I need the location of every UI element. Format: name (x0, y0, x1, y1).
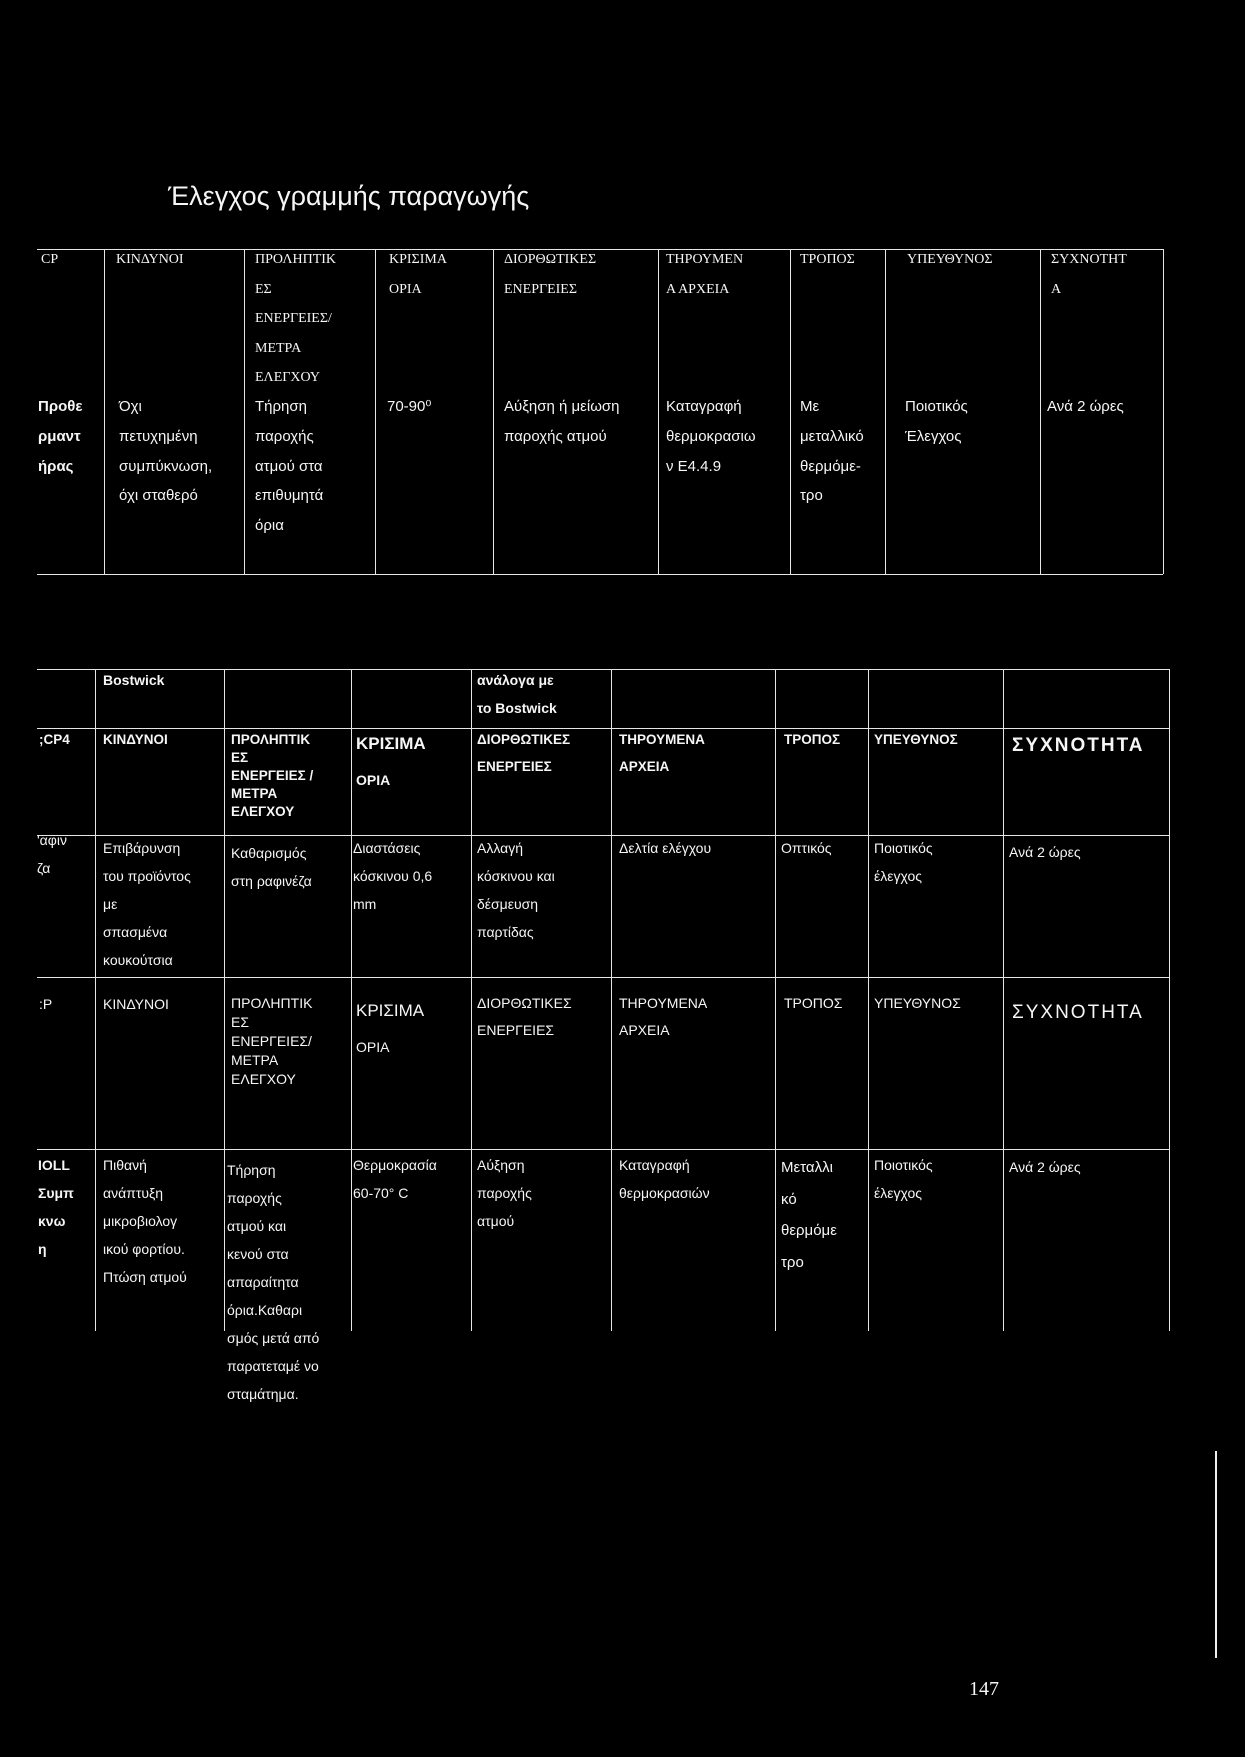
t1-cell-critical-limit: 70-90⁰ (387, 398, 432, 415)
table-rule (37, 1149, 1169, 1150)
t1-header-hazards: ΚΙΝΔΥΝΟΙ (116, 252, 184, 267)
t1-header-corrective-actions: ΔΙΟΡΘΩΤΙΚΕΣ ΕΝΕΡΓΕΙΕΣ (504, 252, 597, 297)
t2b-header-responsible: ΥΠΕΥΘΥΝΟΣ (874, 995, 961, 1011)
t2b-header-corrective-actions: ΔΙΟΡΘΩΤΙΚΕΣ ΕΝΕΡΓΕΙΕΣ (477, 995, 572, 1038)
t1-cell-responsible: Ποιοτικός Έλεγχος (905, 398, 968, 445)
table-rule (244, 249, 245, 574)
table-rule (95, 669, 96, 1331)
t2a-header-critical-limits: ΚΡΙΣΙΜΑ ΟΡΙΑ (356, 734, 426, 788)
t2a-header-ccp: ;CP4 (39, 732, 70, 747)
t1-header-records: ΤΗΡΟΥΜΕΝ Α ΑΡΧΕΙΑ (666, 252, 744, 297)
table-rule (37, 669, 1169, 670)
t2a-header-method: ΤΡΟΠΟΣ (784, 732, 841, 747)
t2-carryover-corrective-action: ανάλογα με το Bostwick (477, 672, 557, 716)
t2a-cell-hazard: Επιβάρυνση του προϊόντος με σπασμένα κουκούτσια (103, 840, 191, 968)
t2a-header-preventive-measures: ΠΡΟΛΗΠΤΙΚ ΕΣ ΕΝΕΡΓΕΙΕΣ / ΜΕΤΡΑ ΕΛΕΓΧΟΥ (231, 732, 314, 819)
t1-header-preventive-measures: ΠΡΟΛΗΠΤΙΚ ΕΣ ΕΝΕΡΓΕΙΕΣ/ ΜΕΤΡΑ ΕΛΕΓΧΟΥ (255, 252, 337, 385)
table-rule (37, 249, 1163, 250)
t2b-header-critical-limits: ΚΡΙΣΙΜΑ ΟΡΙΑ (356, 1001, 425, 1055)
t1-header-responsible: ΥΠΕΥΘΥΝΟΣ (907, 252, 993, 267)
t2b-header-hazards: ΚΙΝΔΥΝΟΙ (103, 996, 169, 1012)
table-rule (790, 249, 791, 574)
t2b-header-frequency: ΣΥΧΝΟΤΗΤΑ (1012, 1002, 1144, 1023)
t1-header-frequency: ΣΥΧΝΟΤΗΤ Α (1051, 252, 1127, 297)
t2a-cell-records: Δελτία ελέγχου (619, 840, 712, 856)
t2a-header-corrective-actions: ΔΙΟΡΘΩΤΙΚΕΣ ΕΝΕΡΓΕΙΕΣ (477, 732, 571, 774)
t2b-header-preventive-measures: ΠΡΟΛΗΠΤΙΚ ΕΣ ΕΝΕΡΓΕΙΕΣ/ ΜΕΤΡΑ ΕΛΕΓΧΟΥ (231, 995, 313, 1087)
table-rule (1040, 249, 1041, 574)
table-rule (658, 249, 659, 574)
t2b-cell-frequency: Ανά 2 ώρες (1009, 1159, 1081, 1175)
t2a-cell-frequency: Ανά 2 ώρες (1009, 844, 1081, 860)
table-rule (37, 835, 1169, 836)
t2b-cell-records: Καταγραφή θερμοκρασιών (619, 1157, 710, 1201)
t2a-header-hazards: ΚΙΝΔΥΝΟΙ (103, 732, 168, 747)
t2a-cell-ccp: 'αφιν ζα (37, 832, 67, 876)
t1-header-critical-limits: ΚΡΙΣΙΜΑ ΟΡΙΑ (389, 252, 447, 297)
table-rule (375, 249, 376, 574)
t2b-cell-hazard: Πιθανή ανάπτυξη μικροβιολογ ικού φορτίου. Πτώση ατμού (103, 1157, 187, 1285)
t2b-cell-preventive-measure: Τήρηση παροχής ατμού και κενού στα απαραίτητα όρια.Καθαρι σμός μετά από παρατεταμέ νο σταμάτημα. (227, 1162, 320, 1402)
table-rule (611, 669, 612, 1331)
t2b-cell-critical-limit: Θερμοκρασία 60-70° C (353, 1157, 437, 1201)
table-rule (104, 249, 105, 574)
table-rule (868, 669, 869, 1331)
t2a-cell-corrective-action: Αλλαγή κόσκινου και δέσμευση παρτίδας (477, 840, 555, 940)
table-rule (1003, 669, 1004, 1331)
t1-cell-frequency: Ανά 2 ώρες (1047, 398, 1124, 415)
t2a-header-responsible: ΥΠΕΥΘΥΝΟΣ (874, 732, 958, 747)
table-rule (1163, 249, 1164, 574)
table-rule (493, 249, 494, 574)
page-title: Έλεγχος γραμμής παραγωγής (168, 181, 530, 211)
t2a-cell-critical-limit: Διαστάσεις κόσκινου 0,6 mm (353, 840, 433, 912)
t1-cell-method: Με μεταλλικό θερμόμε- τρο (800, 398, 864, 505)
table-rule (471, 669, 472, 1331)
table-rule (1169, 669, 1170, 1331)
table-rule (351, 669, 352, 1331)
t2a-cell-responsible: Ποιοτικός έλεγχος (874, 840, 933, 884)
t1-header-method: ΤΡΟΠΟΣ (800, 252, 855, 267)
t1-cell-corrective-action: Αύξηση ή μείωση παροχής ατμού (504, 398, 620, 445)
t1-header-ccp: CP (41, 252, 59, 267)
table-rule (37, 728, 1169, 729)
t2a-header-frequency: ΣΥΧΝΟΤΗΤΑ (1012, 735, 1145, 756)
t2b-cell-responsible: Ποιοτικός έλεγχος (874, 1157, 933, 1201)
table-rule (37, 977, 1169, 978)
t2b-header-method: ΤΡΟΠΟΣ (784, 995, 843, 1011)
t2b-cell-ccp: IOLL Συμπ κνω η (38, 1157, 74, 1257)
t1-cell-records: Καταγραφή θερμοκρασιω ν Ε4.4.9 (666, 398, 756, 475)
t2b-header-records: ΤΗΡΟΥΜΕΝΑ ΑΡΧΕΙΑ (619, 995, 708, 1038)
table-rule (775, 669, 776, 1331)
t1-cell-preventive-measure: Τήρηση παροχής ατμού στα επιθυμητά όρια (255, 398, 324, 535)
margin-rule (1215, 1451, 1217, 1658)
table-rule (885, 249, 886, 574)
t1-cell-hazard: Όχι πετυχημένη συμπύκνωση, όχι σταθερό (119, 398, 213, 505)
t2b-cell-method: Μεταλλι κό θερμόμε τρο (781, 1159, 837, 1271)
table-rule (224, 669, 225, 1331)
t1-cell-ccp: Προθε ρμαντ ήρας (38, 398, 83, 475)
t2a-cell-preventive-measure: Καθαρισμός στη ραφινέζα (231, 845, 312, 889)
t2a-header-records: ΤΗΡΟΥΜΕΝΑ ΑΡΧΕΙΑ (619, 732, 705, 774)
table-rule (37, 574, 1163, 575)
t2b-header-ccp: :P (39, 996, 53, 1012)
page-number: 147 (969, 1678, 999, 1700)
t2a-cell-method: Οπτικός (781, 840, 832, 856)
t2b-cell-corrective-action: Αύξηση παροχής ατμού (477, 1157, 532, 1229)
t2-carryover-hazard: Bostwick (103, 672, 165, 688)
